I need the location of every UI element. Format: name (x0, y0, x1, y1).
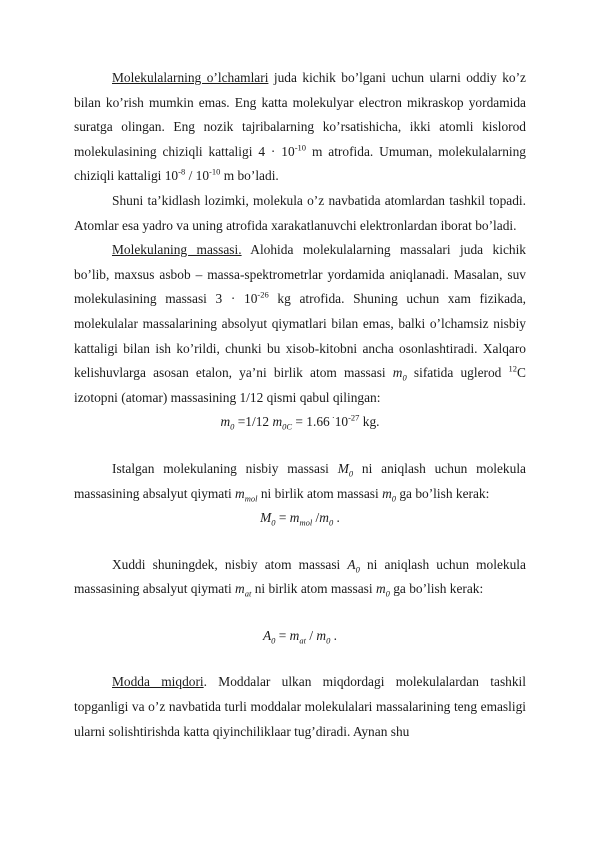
paragraph-atoms: Shuni ta’kidlash lozimki, molekula o’z navbatida atomlardan tashkil topadi. Atomlar esa yadro va uning atrofida xarakatlanuvchi elektronlardan iborat bo’ladi. (74, 192, 526, 233)
spacer (74, 602, 526, 624)
paragraph-relative-molecular-mass: Istalgan molekulaning nisbiy massasi $M_0$ ni aniqlash uchun molekula massasining absalyut qiymati $m_{mol}$ ni birlik atom massasi $m_0$ ga bo’lish kerak: (74, 460, 526, 504)
document-body (74, 66, 526, 744)
spacer (74, 435, 526, 457)
spacer (74, 531, 526, 553)
paragraph-molecule-mass: Molekulaning massasi. Alohida molekulalarning massalari juda kichik bo’lib, maxsus asbob – massa-spektrometrlar yordamida aniqlanadi. Masalan, suv molekulasining massasi $3 \cdot 10^{-26}$ kg atrofida. Shuning uchun xam fizikada, molekulalar massalarining absolyut qiymatlari bilan emas, balki o’lchamsiz nisbiy kattaligi bilan ish ko’rildi, chunki bu xisob-kitobni ancha osonlashtiradi. Xalqaro kelishuvlarga asosan etalon, ya’ni birlik atom massasi $m_0$ sifatida uglerod $^{12}$C izotopni (atomar) massasining 1/12 qismi qabul qilingan: (74, 242, 526, 405)
formula-relative-atomic-mass: $A_0 = m_{at} / m_0$ . (262, 627, 338, 646)
heading-molecule-mass: Molekulaning massasi. (112, 242, 242, 258)
formula-relative-molecular-mass: $M_0 = m_{mol}$ $/m_0$ . (260, 510, 340, 528)
heading-amount-of-substance: Modda miqdori (112, 674, 204, 690)
paragraph-molecule-size: Molekulalarning o’lchamlari juda kichik bo’lgani uchun ularni oddiy ko’z bilan ko’rish mumkin emas. Eng katta molekulyar electron mikraskop yordamida suratga olingan. Eng nozik tajribalarning ko’rsatishicha, ikki atomli kislorod molekulasining chiziqli kattaligi $4 \cdot 10^{-10}$ m atrofida. Umuman, molekulalarning chiziqli kattaligi $10^{-8} / 10^{-10}$ m bo’ladi. (74, 70, 526, 184)
formula-atomic-mass-unit: $m_0 =1/12$ $m_{0C} = 1.66$ $^\cdot 10^{-27}$ kg. (220, 412, 380, 432)
heading-molecule-size: Molekulalarning o’lchamlari (112, 70, 269, 85)
paragraph-amount-of-substance: Modda miqdori. Moddalar ulkan miqdordagi molekulalardan tashkil topganligi va o’z navbatida turli moddalar molekulalari massalarining teng emasligi ularni solishtirishda katta qiyinchiliklaar tug’diradi. Aynan shu (74, 674, 527, 739)
paragraph-relative-atomic-mass: Xuddi shuningdek, nisbiy atom massasi $A_0$ ni aniqlash uchun molekula massasining absalyut qiymati $m_{at}$ ni birlik atom massasi $m_0$ ga bo’lish kerak: (74, 556, 526, 599)
spacer (74, 648, 526, 670)
